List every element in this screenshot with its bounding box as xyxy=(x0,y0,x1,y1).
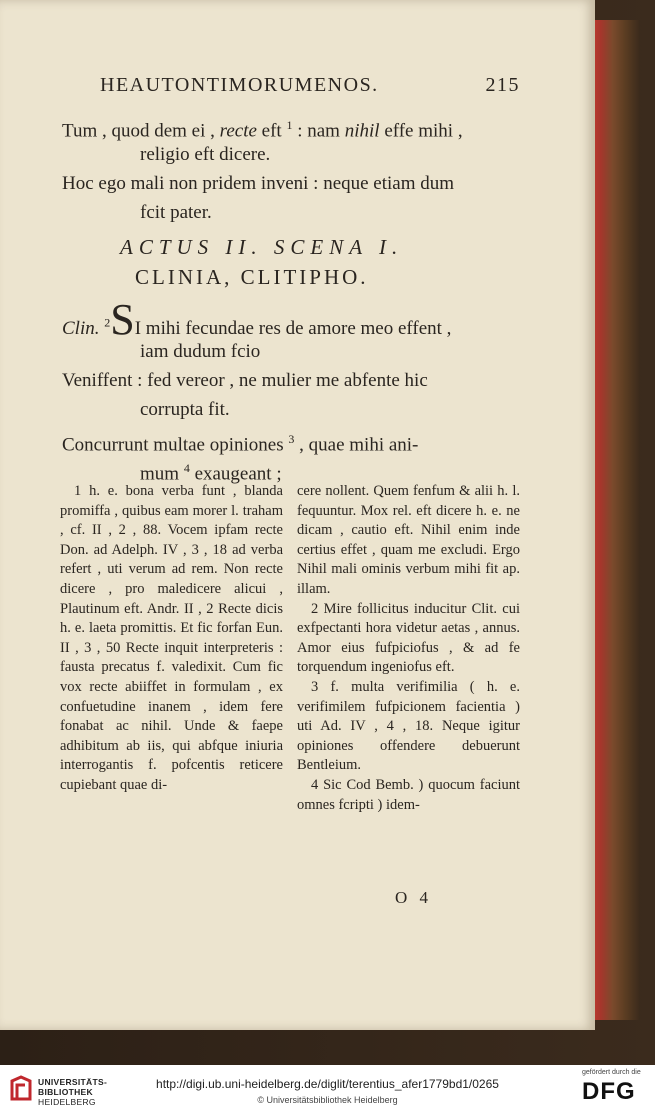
note-ref: 2 xyxy=(104,315,111,330)
verse-line: mum $^4$ exaugeant ; xyxy=(140,461,282,485)
funder-caption: gefördert durch die xyxy=(582,1069,641,1076)
book-edge xyxy=(590,20,640,1020)
drop-cap: S xyxy=(110,295,135,344)
dfg-logo: DFG xyxy=(582,1078,636,1105)
footnotes-left-column xyxy=(60,482,283,922)
viewer-footer xyxy=(0,1065,655,1114)
verse-line: fcit pater. xyxy=(140,202,212,223)
footnote: 1 h. e. bona verba funt , blanda promiffa , quibus eam morer l. traham , cf. II , 2 , 88. Vocem ipfam recte Don. ad Adelph. IV , 3 , 18 ad verba refert , uti verum ad rem. Non recte dicere , pro maledicere alicui , Plautinum eft. Andr. II , 2 Recte dicis h. e. laeta promittis. Et fic forfan Eun. II , 3 , 50 Recte inquit interpreteris : fausta precatus f. valedixit. Cum fic vox recte abiiffet in formulam , ex confuetudine inanem , idem fere fonabat ac nihil. Unde & faepe adhibitum ab iis, qui abfque iniuria interrogantis f. pofcentis reticere cupiebant quae di- xyxy=(60,483,283,793)
footnote: cere nollent. Quem fenfum & alii h. l. fequuntur. Mox rel. eft dicere h. e. ne dicam , cautio eft. Nihil enim inde certius effet , quam me excludi. Ergo Nihil mali ominis verbum mihi fit ap. illam. xyxy=(297,483,520,597)
verse-line: Hoc ego mali non pridem inveni : neque etiam dum xyxy=(62,173,455,194)
verse-line: corrupta fit. xyxy=(140,399,230,420)
footnotes-right-column xyxy=(297,482,520,922)
footnote: 4 Sic Cod Bemb. ) quocum faciunt omnes fcripti ) idem- xyxy=(297,776,520,813)
page-number: 215 xyxy=(485,74,520,96)
footnotes xyxy=(60,482,520,922)
verse-line: Tum , quod dem ei , recte eft $^1$ : nam nihil effe mihi , xyxy=(62,118,463,142)
running-title: HEAUTONTIMORUMENOS. xyxy=(100,74,379,96)
running-head xyxy=(100,74,520,97)
footnote: 3 f. multa verifimilia ( h. e. verifimilem fufpicionem facientia ) uti Ad. IV , 4 , 18. Neque igitur opiniones offendere debuerunt Bentleium. xyxy=(297,678,520,774)
verse-line: iam dudum fcio xyxy=(140,341,261,362)
library-name: UNIVERSITÄTS- BIBLIOTHEK HEIDELBERG xyxy=(38,1077,108,1107)
act-scene-heading: ACTUS II. SCENA I. xyxy=(120,235,404,259)
scene-persons: CLINIA, CLITIPHO. xyxy=(135,265,369,289)
verse-line: Veniffent : fed vereor , ne mulier me abfente hic xyxy=(62,370,428,391)
verse-line: Concurrunt multae opiniones $^3$ , quae mihi ani- xyxy=(62,432,419,456)
speaker-label: Clin. xyxy=(62,318,100,339)
verse-line: religio eft dicere. xyxy=(140,144,271,165)
signature-mark: O 4 xyxy=(395,888,433,907)
copyright-notice: © Universitätsbibliothek Heidelberg xyxy=(257,1095,398,1105)
footnote: 2 Mire follicitus inducitur Clit. cui exfpectanti hora videtur aetas , annus. Amor eius fufpiciofus , & ad fe torquendum ingeniofus eft. xyxy=(297,600,520,676)
verse-line: Clin. $^2$SI mihi fecundae res de amore meo effent , xyxy=(62,295,452,344)
source-url[interactable]: http://digi.ub.uni-heidelberg.de/diglit/terentius_afer1779bd1/0265 xyxy=(156,1077,499,1091)
